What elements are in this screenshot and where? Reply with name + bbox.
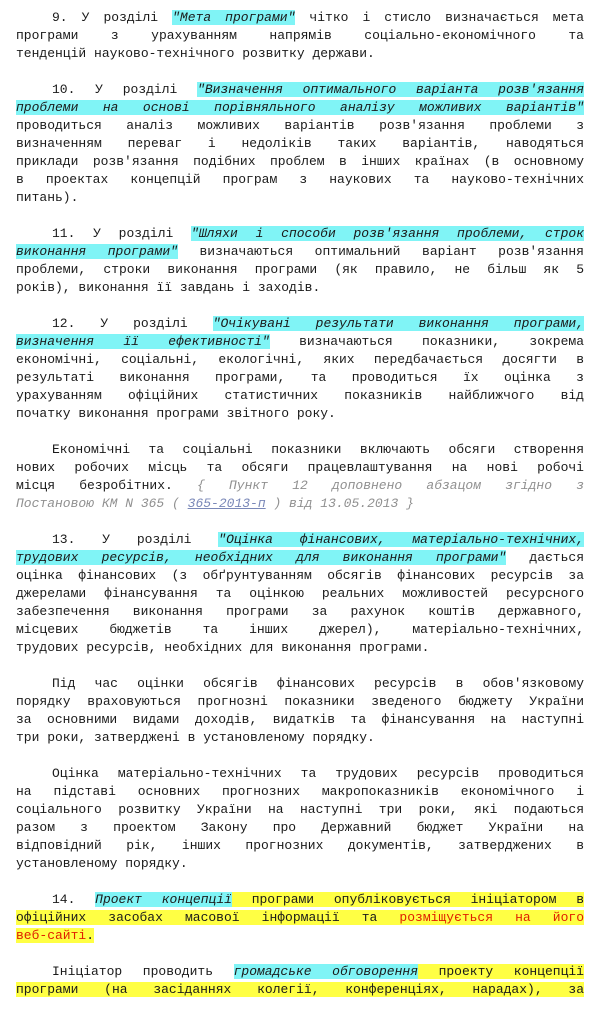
- text-line: [16, 315, 584, 333]
- text-line: [16, 567, 584, 585]
- highlighted-text: "Шляхи і способи розв'язання проблеми, строк: [191, 226, 584, 241]
- text-line: [16, 675, 584, 693]
- text-line: [16, 171, 584, 189]
- text-line: [16, 369, 584, 387]
- amendment-note: Постановою КМ N 365 (: [16, 496, 188, 511]
- paragraph: [16, 441, 584, 513]
- amendment-link[interactable]: 365-2013-п: [187, 496, 266, 511]
- text-line: [16, 441, 584, 459]
- text-segment: 13. У розділі: [52, 532, 219, 547]
- text-segment: джерелами фінансування та оцінкою реальних можливостей ресурсного: [16, 586, 584, 601]
- highlighted-text: веб-сайті: [16, 928, 87, 943]
- text-line: [16, 801, 584, 819]
- text-line: [16, 855, 584, 873]
- highlighted-text: виконання програми": [16, 244, 178, 259]
- text-segment: урахуванням офіційних статистичних показників найближчого від: [16, 388, 584, 403]
- text-segment: нових робочих місць та обсяги працевлаштування на нові робочі: [16, 460, 584, 475]
- text-segment: установленому порядку.: [16, 856, 188, 871]
- text-line: [16, 531, 584, 549]
- paragraph: [16, 9, 584, 63]
- amendment-note: { Пункт 12 доповнено абзацом згідно з: [197, 478, 584, 493]
- text-segment: визначаються оптимальний варіант розв'язання: [177, 244, 584, 259]
- text-segment: трудових ресурсів, необхідних для виконання програми.: [16, 640, 430, 655]
- text-line: [16, 621, 584, 639]
- text-segment: дається: [506, 550, 584, 565]
- text-segment: 10. У розділі: [52, 82, 198, 97]
- text-line: [16, 711, 584, 729]
- highlighted-text: офіційних засобах масової інформації та: [16, 910, 400, 925]
- text-line: [16, 459, 584, 477]
- text-segment: разом з проектом Закону про Державний бюджет України на: [16, 820, 584, 835]
- text-line: [16, 117, 584, 135]
- text-line: [16, 27, 584, 45]
- text-line: [16, 603, 584, 621]
- text-segment: порядку враховуються прогнозні показники зведеного бюджету України: [16, 694, 584, 709]
- text-segment: оцінка фінансових (з обґрунтуванням обсягів фінансових ресурсів за: [16, 568, 584, 583]
- highlighted-text: проекту концепції: [418, 964, 584, 979]
- text-segment: три роки, затверджені в установленому порядку.: [16, 730, 375, 745]
- text-segment: визначаються показники, зокрема: [269, 334, 584, 349]
- highlighted-text: "Визначення оптимального варіанта розв'язання: [197, 82, 584, 97]
- text-segment: економічні, соціальні, екологічні, яких передбачається досягти в: [16, 352, 584, 367]
- text-segment: приклади розв'язання подібних проблем в інших країнах (в основному: [16, 154, 584, 169]
- paragraph: [16, 963, 584, 999]
- text-line: [16, 585, 584, 603]
- text-line: [16, 783, 584, 801]
- text-segment: проблеми, строки виконання програми (як правило, не більш як 5: [16, 262, 584, 277]
- text-line: [16, 45, 584, 63]
- text-segment: Ініціатор проводить: [52, 964, 234, 979]
- text-line: [16, 891, 584, 909]
- highlighted-text: Проект концепції: [95, 892, 232, 907]
- text-line: [16, 819, 584, 837]
- text-line: [16, 189, 584, 207]
- text-line: [16, 81, 584, 99]
- highlighted-text: визначення її ефективності": [16, 334, 270, 349]
- text-segment: питань).: [16, 190, 79, 205]
- text-line: [16, 837, 584, 855]
- paragraph: [16, 531, 584, 657]
- text-segment: місця безробітних.: [16, 478, 198, 493]
- text-line: [16, 693, 584, 711]
- text-line: [16, 279, 584, 297]
- text-line: [16, 909, 584, 927]
- highlighted-text: програми опубліковується ініціатором в: [231, 892, 584, 907]
- text-segment: результаті виконання програми, та проводиться їх оцінка з: [16, 370, 584, 385]
- highlighted-text: розміщується на його: [399, 910, 584, 925]
- text-segment: на підставі основних прогнозних макропоказників економічного і: [16, 784, 584, 799]
- text-segment: Економічні та соціальні показники включають обсяги створення: [52, 442, 584, 457]
- highlighted-text: "Оцінка фінансових, матеріально-технічних,: [218, 532, 584, 547]
- text-line: [16, 333, 584, 351]
- text-line: [16, 243, 584, 261]
- text-segment: за основними видами доходів, видатків та фінансування на наступні: [16, 712, 584, 727]
- text-segment: тенденцій науково-технічного розвитку держави.: [16, 46, 375, 61]
- text-line: [16, 99, 584, 117]
- paragraph: [16, 315, 584, 423]
- text-segment: забезпечення виконання програми за рахунок коштів державного,: [16, 604, 584, 619]
- text-segment: в проектах концепцій програм з наукових та науково-технічних: [16, 172, 584, 187]
- text-segment: років), виконання її завдань і заходів.: [16, 280, 321, 295]
- document-body: [16, 9, 584, 1017]
- text-segment: 11. У розділі: [52, 226, 192, 241]
- text-line: [16, 963, 584, 981]
- text-line: [16, 405, 584, 423]
- paragraph: [16, 891, 584, 945]
- highlighted-text: трудових ресурсів, необхідних для виконання програми": [16, 550, 507, 565]
- text-line: [16, 351, 584, 369]
- text-segment: місцевих бюджетів та інших джерел), матеріально-технічних,: [16, 622, 584, 637]
- text-line: [16, 387, 584, 405]
- paragraph: [16, 675, 584, 747]
- text-line: [16, 495, 584, 513]
- text-segment: 12. У розділі: [52, 316, 213, 331]
- amendment-note: ) від 13.05.2013 }: [265, 496, 414, 511]
- highlighted-text: .: [86, 928, 95, 943]
- text-line: [16, 639, 584, 657]
- text-line: [16, 9, 584, 27]
- highlighted-text: громадське обговорення: [233, 964, 418, 979]
- text-segment: проводиться аналіз можливих варіантів розв'язання проблеми з: [16, 118, 584, 133]
- text-line: [16, 549, 584, 567]
- paragraph: [16, 765, 584, 873]
- text-line: [16, 765, 584, 783]
- text-line: [16, 261, 584, 279]
- text-line: [16, 135, 584, 153]
- paragraph: [16, 225, 584, 297]
- text-line: [16, 477, 584, 495]
- text-segment: визначенням переваг і недоліків таких варіантів, наводяться: [16, 136, 584, 151]
- text-line: [16, 153, 584, 171]
- text-line: [16, 729, 584, 747]
- text-line: [16, 981, 584, 999]
- highlighted-text: "Мета програми": [172, 10, 296, 25]
- text-segment: соціального розвитку України на наступні три роки, які подаються: [16, 802, 584, 817]
- highlighted-text: програми (на засіданнях колегії, конференціях, нарадах), за: [16, 982, 584, 997]
- text-segment: Оцінка матеріально-технічних та трудових ресурсів проводиться: [52, 766, 584, 781]
- text-segment: чітко і стисло визначається мета: [295, 10, 584, 25]
- text-segment: відповідний рік, інших прогнозних документів, затверджених в: [16, 838, 584, 853]
- text-segment: 14.: [52, 892, 96, 907]
- text-segment: програми з урахуванням напрямів соціально-економічного та: [16, 28, 584, 43]
- text-segment: початку виконання програми звітного року.: [16, 406, 336, 421]
- text-segment: 9. У розділі: [52, 10, 173, 25]
- highlighted-text: проблеми на основі порівняльного аналізу можливих варіантів": [16, 100, 584, 115]
- highlighted-text: "Очікувані результати виконання програми,: [212, 316, 584, 331]
- text-line: [16, 225, 584, 243]
- text-segment: Під час оцінки обсягів фінансових ресурсів в обов'язковому: [52, 676, 584, 691]
- paragraph: [16, 81, 584, 207]
